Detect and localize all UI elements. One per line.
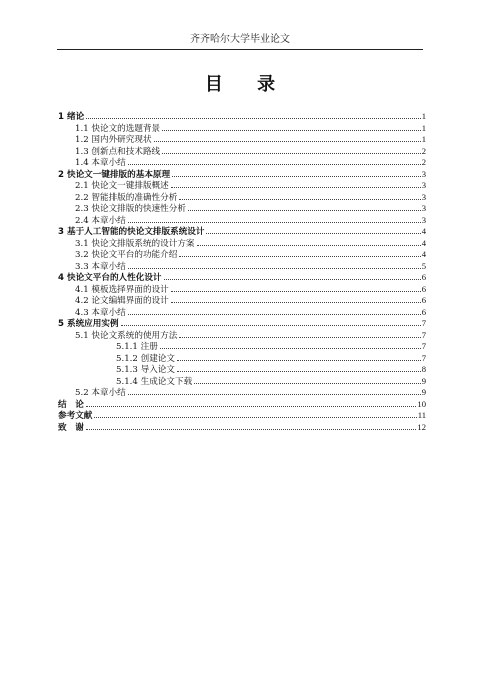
toc-entry-page: 7 (421, 341, 426, 351)
toc-entry-label: 1.1 快论文的选题背景 (75, 123, 161, 134)
toc-leader-dots (86, 429, 417, 430)
toc-entry-page: 3 (421, 203, 426, 213)
toc-entry-page: 7 (421, 318, 426, 328)
toc-leader-dots (86, 118, 421, 119)
toc-entry[interactable] (58, 111, 426, 123)
toc-entry-page: 8 (421, 364, 426, 374)
toc-entry-page: 1 (421, 111, 426, 121)
toc-entry-label: 1.4 本章小结 (75, 158, 126, 168)
toc-entry-page: 7 (421, 352, 426, 363)
toc-leader-dots (171, 302, 421, 303)
toc-entry-label: 结 论 (58, 399, 84, 410)
toc-entry-label: 4.1 模板选择界面的设计 (75, 284, 169, 295)
toc-leader-dots (94, 417, 416, 418)
toc-entry-page: 3 (421, 180, 426, 190)
toc-leader-dots (171, 187, 421, 188)
toc-leader-dots (160, 348, 421, 349)
toc-entry[interactable] (58, 330, 426, 342)
toc-entry[interactable] (58, 399, 426, 411)
toc-entry[interactable] (58, 353, 426, 365)
toc-entry-label: 4.3 本章小结 (75, 307, 126, 318)
toc-entry-page: 3 (421, 214, 426, 225)
toc-entry[interactable] (58, 226, 426, 238)
toc-entry[interactable] (58, 295, 426, 307)
toc-entry[interactable] (58, 284, 426, 296)
toc-entry-page: 4 (421, 237, 426, 248)
toc-entry[interactable] (58, 146, 426, 158)
toc-entry-page: 2 (421, 145, 426, 156)
toc-entry[interactable] (58, 307, 426, 319)
toc-entry-page: 4 (421, 249, 426, 259)
toc-entry-label: 2.2 智能排版的准确性分析 (75, 192, 178, 203)
toc-entry-page: 6 (421, 295, 426, 305)
toc-entry-page: 6 (421, 272, 426, 282)
toc-entry-label: 3 基于人工智能的快论文排版系统设计 (58, 227, 205, 237)
toc-leader-dots (162, 130, 421, 131)
toc-leader-dots (206, 233, 420, 234)
toc-entry-label: 2.4 本章小结 (75, 215, 126, 226)
toc-leader-dots (177, 371, 421, 372)
toc-entry-page: 1 (421, 134, 426, 144)
toc-entry-label: 3.2 快论文平台的功能介绍 (75, 250, 178, 260)
toc-entry-page: 1 (421, 122, 426, 133)
toc-leader-dots (162, 153, 421, 154)
toc-leader-dots (128, 222, 421, 223)
toc-leader-dots (128, 314, 421, 315)
toc-entry-page: 9 (421, 387, 426, 397)
toc-entry-label: 1 绪论 (58, 112, 85, 122)
toc-leader-dots (128, 164, 421, 165)
toc-entry-label: 2.1 快论文一键排版概述 (75, 181, 169, 191)
toc-entry[interactable] (58, 134, 426, 146)
toc-leader-dots (121, 325, 421, 326)
toc-entry[interactable] (58, 364, 426, 376)
toc-entry-label: 5.1 快论文系统的使用方法 (75, 330, 178, 341)
page-header: 齐齐哈尔大学毕业论文 (57, 30, 423, 50)
toc-entry-page: 4 (421, 226, 426, 236)
toc-entry-label: 3.1 快论文排版系统的设计方案 (75, 238, 195, 249)
toc-entry[interactable] (58, 157, 426, 169)
toc-entry-label: 参考文献 (58, 411, 93, 421)
toc-leader-dots (197, 245, 421, 246)
toc-entry[interactable] (58, 376, 426, 388)
toc-entry[interactable] (58, 180, 426, 192)
toc-entry-label: 5.2 本章小结 (75, 388, 126, 398)
toc-entry-label: 2 快论文一键排版的基本原理 (58, 169, 171, 180)
toc-entry-label: 5.1.1 注册 (116, 342, 158, 352)
toc-leader-dots (179, 337, 420, 338)
toc-entry-label: 5.1.2 创建论文 (116, 353, 175, 364)
toc-entry[interactable] (58, 261, 426, 273)
toc-entry-label: 3.3 本章小结 (75, 261, 126, 272)
toc-entry[interactable] (58, 318, 426, 330)
toc-entry[interactable] (58, 238, 426, 250)
toc-entry[interactable] (58, 215, 426, 227)
toc-entry[interactable] (58, 341, 426, 353)
toc-title: 目 录 (204, 74, 290, 95)
table-of-contents (58, 111, 426, 433)
toc-leader-dots (194, 383, 421, 384)
toc-entry-page: 9 (421, 375, 426, 386)
toc-entry[interactable] (58, 422, 426, 434)
toc-entry-label: 4 快论文平台的人性化设计 (58, 273, 162, 283)
toc-leader-dots (179, 256, 420, 257)
toc-entry[interactable] (58, 192, 426, 204)
toc-entry-page: 6 (421, 283, 426, 294)
toc-leader-dots (188, 210, 421, 211)
toc-entry-page: 10 (417, 398, 426, 409)
toc-entry-label: 5.1.4 生成论文下载 (116, 376, 193, 387)
toc-entry[interactable] (58, 249, 426, 261)
toc-entry-label: 4.2 论文编辑界面的设计 (75, 296, 169, 306)
toc-leader-dots (86, 406, 417, 407)
toc-leader-dots (171, 291, 421, 292)
toc-leader-dots (177, 360, 421, 361)
toc-entry[interactable] (58, 410, 426, 422)
toc-leader-dots (128, 394, 421, 395)
toc-entry-page: 12 (417, 421, 426, 432)
toc-entry[interactable] (58, 272, 426, 284)
toc-leader-dots (172, 176, 421, 177)
toc-leader-dots (179, 199, 420, 200)
toc-entry-label: 5 系统应用实例 (58, 319, 119, 329)
toc-entry-page: 2 (421, 157, 426, 167)
toc-entry-label: 1.3 创新点和技术路线 (75, 146, 161, 157)
toc-entry[interactable] (58, 387, 426, 399)
toc-entry-page: 3 (421, 168, 426, 179)
toc-entry-label: 2.3 快论文排版的快速性分析 (75, 204, 186, 214)
toc-leader-dots (128, 268, 421, 269)
toc-entry-page: 7 (421, 329, 426, 340)
toc-leader-dots (154, 141, 421, 142)
toc-entry[interactable] (58, 169, 426, 181)
toc-entry-page: 5 (421, 260, 426, 271)
toc-entry-page: 11 (417, 410, 426, 420)
toc-entry-label: 致 谢 (58, 422, 84, 433)
toc-entry-page: 3 (421, 191, 426, 202)
toc-leader-dots (164, 279, 421, 280)
toc-entry[interactable] (58, 123, 426, 135)
toc-entry[interactable] (58, 203, 426, 215)
toc-entry-page: 6 (421, 306, 426, 317)
toc-entry-label: 5.1.3 导入论文 (116, 365, 175, 375)
toc-entry-label: 1.2 国内外研究现状 (75, 135, 152, 145)
